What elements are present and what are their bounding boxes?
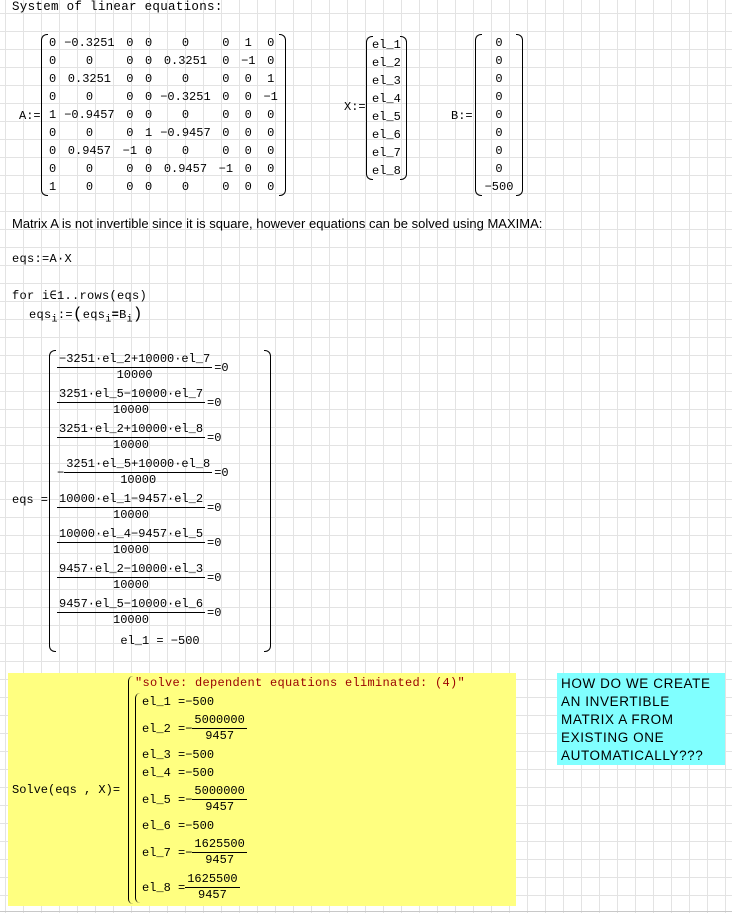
numerator: 3251·el_2+10000·el_8 [59,422,204,436]
sol-value: −500 [185,766,215,780]
matrix-a-cell: 1 [49,180,57,194]
numerator: 5000000 [194,713,245,727]
matrix-a-cell: −0.3251 [160,90,211,104]
denominator: 10000 [113,543,150,557]
fraction [57,527,205,558]
matrix-a-cell: 1 [267,72,275,86]
matrix-a-cell: 0 [85,126,94,140]
right-bracket [264,350,271,652]
matrix-a-cell: 0 [126,72,134,86]
sol-value: −500 [185,695,215,709]
right-bracket [279,34,286,196]
equation-row [57,420,265,455]
matrix-a-cell: −1 [241,54,256,68]
eq-rhs: =0 [207,605,222,620]
solution-row [142,817,342,835]
numerator: 1625500 [187,872,238,886]
inner-bracket [135,693,140,903]
fraction [185,872,239,903]
eq-rhs: =0 [207,535,222,550]
matrix-a-cell: 0 [126,126,134,140]
matrix-a-cell: 0 [222,180,230,194]
equation-row [57,350,265,385]
solution-list [142,693,342,905]
matrix-a-cell: 0 [222,90,230,104]
matrix-a-cell: 0 [126,90,134,104]
denominator: 10000 [113,438,150,452]
equation-row [57,595,265,630]
sol-sign: − [185,721,193,736]
eq-prefix: − [57,465,65,480]
matrix-a-cell: 0 [244,162,252,176]
vector-x-cell: el_6 [372,128,401,142]
sol-lhs: el_7 = [142,845,186,860]
equation-row [57,490,265,525]
matrix-a-cell: 0 [145,144,153,158]
eq-rhs: =0 [207,430,222,445]
matrix-a-cell: 0 [85,162,94,176]
left-bracket [49,350,56,652]
matrix-a-row [45,124,282,142]
solve-label[interactable]: Solve(eqs , X)= [12,783,121,797]
vector-b-cell: −500 [484,180,514,194]
denominator: 9457 [205,853,235,867]
solution-row [142,835,342,870]
for-loop-header[interactable]: for i∈1..rows(eqs) [12,289,148,303]
matrix-a-cell: 0 [126,36,134,50]
numerator: 3251·el_5+10000·el_8 [66,457,211,471]
matrix-a-cell: 0 [85,90,94,104]
heading-text: System of linear equations: [12,0,223,14]
fraction [57,492,205,523]
eqs-last-row [55,630,265,652]
question-line: MATRIX A FROM [561,712,674,727]
left-bracket [475,34,482,196]
matrix-a-cell: 0 [222,126,230,140]
sol-value: −500 [185,748,215,762]
fraction [57,562,205,593]
matrix-a-row [45,34,282,52]
matrix-a-row [45,70,282,88]
numerator: 9457·el_5−10000·el_6 [59,597,204,611]
matrix-a-cell: 0 [267,36,275,50]
matrix-a-cell: 0 [145,162,153,176]
denominator: 10000 [113,578,150,592]
left-bracket [41,34,48,196]
loop-b: B [119,308,127,322]
matrix-a-cell: 0 [49,72,57,86]
eqs-result-vector[interactable] [49,350,271,652]
solution-row [142,693,342,711]
matrix-a-cell: 0 [49,126,57,140]
matrix-a-cell: −1 [263,90,278,104]
matrix-a-cell: 0 [145,90,153,104]
fraction [192,784,246,815]
vector-x[interactable] [366,36,407,180]
sol-lhs: el_3 = [142,748,186,762]
matrix-a-cell: 0 [126,180,134,194]
matrix-a-cell: −0.9457 [64,108,115,122]
eq-rhs: =0 [207,570,222,585]
matrix-a-cell: 0.9457 [67,144,112,158]
vector-b-cell: 0 [495,108,503,122]
sol-lhs: el_4 = [142,766,186,780]
sol-lhs: el_6 = [142,819,186,833]
question-line: HOW DO WE CREATE [561,676,711,691]
note-text: Matrix A is not invertible since it is square, however equations can be solved using MAXIMA: [12,216,543,231]
paren-open: ( [72,305,83,323]
sol-lhs: el_1 = [142,695,186,709]
matrix-a-cell: 0 [181,180,190,194]
numerator: 5000000 [194,784,245,798]
numerator: 1625500 [194,837,245,851]
sol-lhs: el_5 = [142,792,186,807]
solve-message: "solve: dependent equations eliminated: (4)" [135,676,466,690]
matrix-a-cell: 0 [49,144,57,158]
vector-x-label[interactable]: X:= [344,100,366,114]
assign-op: := [57,308,73,322]
question-line: EXISTING ONE [561,730,665,745]
denominator: 10000 [113,403,150,417]
vector-b-cell: 0 [495,36,503,50]
matrix-a-cell: 0 [244,126,252,140]
vector-x-cell: el_1 [372,38,401,52]
question-note[interactable] [557,673,725,765]
vector-b-cell: 0 [495,126,503,140]
denominator: 10000 [113,508,150,522]
matrix-a-label[interactable]: A:= [19,109,41,123]
vector-x-cell: el_4 [372,92,401,106]
subscript: i [51,314,58,326]
matrix-a-cell: 0 [267,54,275,68]
sol-sign: − [185,845,193,860]
vector-b-cell: 0 [495,144,503,158]
loop-eqs: eqs [29,308,52,322]
fraction [57,352,212,383]
paren-close: ) [132,305,143,323]
fraction [57,387,205,418]
fraction [64,457,212,488]
matrix-a-row [45,160,282,178]
matrix-a-cell: 0 [145,54,153,68]
matrix-a-cell: −0.3251 [64,36,115,50]
sol-lhs: el_2 = [142,721,186,736]
matrix-a-cell: 0 [244,72,252,86]
matrix-a-cell: 0 [222,36,230,50]
fraction [57,422,205,453]
denominator: 10000 [120,473,157,487]
matrix-a-cell: 0.9457 [163,162,208,176]
matrix-a-cell: 0 [267,162,275,176]
matrix-a-cell: 0 [244,108,252,122]
equation-row [57,385,265,420]
matrix-a-cell: 0 [267,126,275,140]
fraction [192,713,246,744]
page-break-line [0,911,732,912]
subscript: i [126,314,133,326]
equation-row [57,560,265,595]
matrix-a-cell: −1 [218,162,234,176]
numerator: 10000·el_1−9457·el_2 [59,492,204,506]
matrix-a-cell: 0 [181,144,190,158]
matrix-a-cell: 0 [49,54,57,68]
matrix-a-row [45,106,282,124]
denominator: 10000 [116,368,153,382]
matrix-a-cell: 0 [181,72,190,86]
numerator: −3251·el_2+10000·el_7 [59,352,211,366]
denominator: 9457 [205,800,235,814]
solution-row [142,870,342,905]
question-line: AUTOMATICALLY??? [561,748,704,763]
vector-x-cell: el_5 [372,110,401,124]
matrix-a-cell: 0 [244,144,252,158]
for-loop-body[interactable] [29,305,143,325]
vector-x-cell: el_8 [372,164,401,178]
matrix-a-cell: 0.3251 [163,54,208,68]
matrix-a-row [45,88,282,106]
fraction [192,837,246,868]
bool-equals: = [111,308,120,322]
matrix-a-cell: 0 [267,144,275,158]
matrix-a-cell: 0 [145,36,153,50]
matrix-a-cell: 0 [49,36,57,50]
right-bracket [400,36,407,180]
vector-b-cell: 0 [495,162,503,176]
matrix-a-cell: 0 [126,162,134,176]
eq-rhs: =0 [214,465,229,480]
eq-rhs: =0 [207,395,222,410]
matrix-a-cell: 0 [145,180,153,194]
outer-brace [128,676,133,904]
matrix-a-cell: 0 [145,72,153,86]
solution-row [142,746,342,764]
matrix-a-cell: 0 [222,72,230,86]
matrix-a-cell: 0 [85,180,94,194]
sol-sign: − [185,792,193,807]
matrix-a-cell: 1 [244,36,252,50]
matrix-a-cell: 0 [244,180,252,194]
sol-lhs: el_8 = [142,880,186,895]
matrix-a-cell: 0 [222,108,230,122]
equation-row [57,455,265,490]
vector-b-cell: 0 [495,54,503,68]
matrix-a-cell: 0 [145,108,153,122]
denominator: 10000 [113,613,150,627]
matrix-a-cell: 1 [145,126,153,140]
denominator: 9457 [205,729,235,743]
matrix-a-row [45,52,282,70]
eqs-definition[interactable]: eqs:=A·X [12,252,73,266]
left-bracket [366,36,373,180]
vector-b-cell: 0 [495,90,503,104]
matrix-a-cell: 0 [244,90,252,104]
eq-rhs: =0 [207,500,222,515]
matrix-a-cell: 0 [181,36,190,50]
matrix-a-cell: 1 [49,108,57,122]
matrix-a-cell: 0 [126,54,134,68]
eqs-result-label[interactable]: eqs = [12,493,49,507]
numerator: 9457·el_2−10000·el_3 [59,562,204,576]
right-bracket [516,34,523,196]
matrix-a-row [45,142,282,160]
matrix-a-cell: 0 [222,54,230,68]
matrix-a-cell: 0 [267,180,275,194]
vector-b[interactable] [475,34,523,196]
eq-rhs: =0 [214,360,229,375]
vector-b-cell: 0 [495,72,503,86]
solution-row [142,782,342,817]
matrix-a-cell: 0 [85,54,94,68]
matrix-a-cell: 0 [222,144,230,158]
denominator: 9457 [198,888,227,902]
solution-row [142,711,342,746]
equation-row [57,525,265,560]
vector-x-cell: el_7 [372,146,401,160]
matrix-a-cell: 0 [49,90,57,104]
numerator: 10000·el_4−9457·el_5 [59,527,204,541]
eqs-last-text: el_1 = −500 [120,634,200,648]
matrix-a-cell: 0 [126,108,134,122]
loop-eqs-rhs: eqs [82,308,106,322]
matrix-a-row [45,178,282,196]
matrix-a-cell: 0 [181,108,190,122]
matrix-a-cell: −1 [122,144,138,158]
matrix-a-cell: 0 [267,108,275,122]
vector-x-cell: el_3 [372,74,401,88]
solution-row [142,764,342,782]
sol-value: −500 [185,819,215,833]
vector-b-label[interactable]: B:= [451,109,473,123]
numerator: 3251·el_5−10000·el_7 [59,387,204,401]
matrix-a-cell: 0 [49,162,57,176]
vector-x-cell: el_2 [372,56,401,70]
matrix-a-cell: 0.3251 [67,72,112,86]
matrix-a-cell: −0.9457 [160,126,211,140]
question-line: AN INVERTIBLE [561,694,670,709]
fraction [57,597,205,628]
subscript: i [105,314,112,326]
matrix-a[interactable] [41,34,286,196]
